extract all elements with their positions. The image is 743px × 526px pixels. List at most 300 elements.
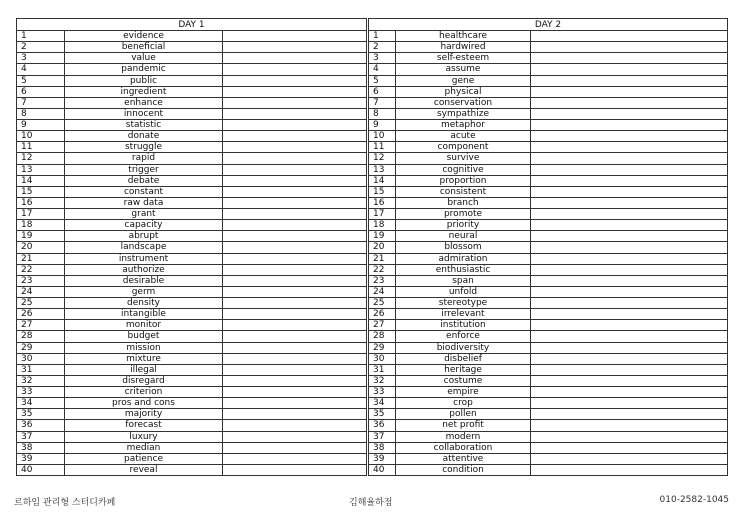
day1-word-number: 9	[17, 120, 65, 131]
day2-word-number: 16	[369, 197, 396, 208]
day1-table-row	[17, 120, 367, 131]
day1-word-number: 16	[17, 197, 65, 208]
day2-word-number: 11	[369, 142, 396, 153]
day1-meaning-blank	[223, 409, 367, 420]
day2-meaning-blank	[531, 242, 728, 253]
day2-table-row	[369, 120, 728, 131]
day2-table-row	[369, 175, 728, 186]
day1-table-row	[17, 86, 367, 97]
day1-table-row	[17, 186, 367, 197]
day2-table-row	[369, 64, 728, 75]
day1-word: abrupt	[65, 231, 223, 242]
day2-word-number: 23	[369, 275, 396, 286]
day2-meaning-blank	[531, 75, 728, 86]
day1-word: debate	[65, 175, 223, 186]
day2-meaning-blank	[531, 153, 728, 164]
day1-word: disregard	[65, 375, 223, 386]
day1-meaning-blank	[223, 164, 367, 175]
day2-title: DAY 2	[369, 19, 728, 31]
day1-word-number: 34	[17, 398, 65, 409]
day2-meaning-blank	[531, 142, 728, 153]
day2-word: empire	[396, 387, 531, 398]
day2-word-number: 31	[369, 364, 396, 375]
day2-word: unfold	[396, 286, 531, 297]
day1-word: germ	[65, 286, 223, 297]
day1-table-row	[17, 164, 367, 175]
day2-meaning-blank	[531, 175, 728, 186]
day1-meaning-blank	[223, 153, 367, 164]
day1-title: DAY 1	[17, 19, 367, 31]
day1-word-number: 31	[17, 364, 65, 375]
day2-word: gene	[396, 75, 531, 86]
day1-table-row	[17, 409, 367, 420]
day1-table-row	[17, 75, 367, 86]
day1-word: evidence	[65, 31, 223, 42]
day2-meaning-blank	[531, 275, 728, 286]
day1-table-row	[17, 309, 367, 320]
day1-word: desirable	[65, 275, 223, 286]
day1-word: pros and cons	[65, 398, 223, 409]
day2-meaning-blank	[531, 353, 728, 364]
day2-meaning-blank	[531, 309, 728, 320]
day2-table-row	[369, 231, 728, 242]
day2-meaning-blank	[531, 442, 728, 453]
day2-word: component	[396, 142, 531, 153]
day1-word: patience	[65, 453, 223, 464]
day1-table-row	[17, 286, 367, 297]
day2-word-number: 15	[369, 186, 396, 197]
day2-table-row	[369, 97, 728, 108]
day1-word: enhance	[65, 97, 223, 108]
day2-word: metaphor	[396, 120, 531, 131]
day2-word-number: 39	[369, 453, 396, 464]
day1-word: reveal	[65, 464, 223, 475]
day1-table-row	[17, 331, 367, 342]
day2-table-row	[369, 197, 728, 208]
day2-word-number: 33	[369, 387, 396, 398]
day2-meaning-blank	[531, 464, 728, 475]
day2-table-row	[369, 142, 728, 153]
day2-word: healthcare	[396, 31, 531, 42]
day2-word-number: 20	[369, 242, 396, 253]
day1-word: intangible	[65, 309, 223, 320]
day1-table-row	[17, 264, 367, 275]
day1-word-number: 32	[17, 375, 65, 386]
day1-word-number: 35	[17, 409, 65, 420]
day1-table-row	[17, 387, 367, 398]
day1-word: illegal	[65, 364, 223, 375]
day1-word-number: 27	[17, 320, 65, 331]
day2-word: pollen	[396, 409, 531, 420]
day1-table-row	[17, 298, 367, 309]
day1-table-row	[17, 420, 367, 431]
day2-word-number: 8	[369, 108, 396, 119]
day1-meaning-blank	[223, 331, 367, 342]
day1-word: mission	[65, 342, 223, 353]
day2-word-number: 30	[369, 353, 396, 364]
day2-word: collaboration	[396, 442, 531, 453]
day1-table-row	[17, 453, 367, 464]
day2-word: neural	[396, 231, 531, 242]
day1-word: constant	[65, 186, 223, 197]
day1-word-number: 7	[17, 97, 65, 108]
day2-table-row	[369, 164, 728, 175]
day1-table-row	[17, 220, 367, 231]
day1-meaning-blank	[223, 108, 367, 119]
day2-word: enthusiastic	[396, 264, 531, 275]
day2-word: consistent	[396, 186, 531, 197]
day2-word: conservation	[396, 97, 531, 108]
day2-word-number: 25	[369, 298, 396, 309]
day2-word: physical	[396, 86, 531, 97]
day2-word-number: 34	[369, 398, 396, 409]
day2-table-row	[369, 242, 728, 253]
day2-word: attentive	[396, 453, 531, 464]
day1-meaning-blank	[223, 231, 367, 242]
day1-meaning-blank	[223, 309, 367, 320]
day1-word-number: 33	[17, 387, 65, 398]
day2-table-row	[369, 131, 728, 142]
day2-meaning-blank	[531, 375, 728, 386]
day2-meaning-blank	[531, 364, 728, 375]
day1-word: grant	[65, 209, 223, 220]
day2-table-row	[369, 331, 728, 342]
day2-word-number: 28	[369, 331, 396, 342]
footer-cafe-name: 르하임 관리형 스터디카페	[14, 498, 116, 508]
day2-word: irrelevant	[396, 309, 531, 320]
day1-table-row	[17, 31, 367, 42]
day2-table-row	[369, 86, 728, 97]
day1-table-row	[17, 353, 367, 364]
day1-meaning-blank	[223, 53, 367, 64]
day2-table-row	[369, 264, 728, 275]
day1-meaning-blank	[223, 320, 367, 331]
day2-meaning-blank	[531, 420, 728, 431]
day1-meaning-blank	[223, 253, 367, 264]
day2-word-number: 24	[369, 286, 396, 297]
day1-table-row	[17, 231, 367, 242]
day1-table-row	[17, 442, 367, 453]
day1-word: majority	[65, 409, 223, 420]
day1-word: capacity	[65, 220, 223, 231]
day2-table-row	[369, 275, 728, 286]
day1-table-row	[17, 108, 367, 119]
day1-word-number: 25	[17, 298, 65, 309]
day2-word-number: 18	[369, 220, 396, 231]
day1-word: authorize	[65, 264, 223, 275]
day1-word: trigger	[65, 164, 223, 175]
day1-table-row	[17, 342, 367, 353]
day2-meaning-blank	[531, 64, 728, 75]
day1-word-number: 39	[17, 453, 65, 464]
day1-word-number: 11	[17, 142, 65, 153]
day1-meaning-blank	[223, 298, 367, 309]
day1-word: median	[65, 442, 223, 453]
day2-rows	[369, 31, 728, 476]
day2-table-row	[369, 31, 728, 42]
day1-word-number: 26	[17, 309, 65, 320]
day1-table-row	[17, 175, 367, 186]
day1-word: statistic	[65, 120, 223, 131]
day2-word-number: 1	[369, 31, 396, 42]
day1-word: forecast	[65, 420, 223, 431]
day1-meaning-blank	[223, 387, 367, 398]
day1-table-row	[17, 398, 367, 409]
day1-word: public	[65, 75, 223, 86]
day1-word: donate	[65, 131, 223, 142]
day2-meaning-blank	[531, 120, 728, 131]
day2-word: span	[396, 275, 531, 286]
day2-word-number: 12	[369, 153, 396, 164]
day2-word: acute	[396, 131, 531, 142]
day1-word-number: 5	[17, 75, 65, 86]
day2-meaning-blank	[531, 108, 728, 119]
day1-word-number: 8	[17, 108, 65, 119]
day1-word: density	[65, 298, 223, 309]
day2-meaning-blank	[531, 42, 728, 53]
day1-word-number: 29	[17, 342, 65, 353]
day1-meaning-blank	[223, 120, 367, 131]
day1-meaning-blank	[223, 197, 367, 208]
day2-meaning-blank	[531, 398, 728, 409]
day1-meaning-blank	[223, 442, 367, 453]
day2-table-row	[369, 409, 728, 420]
day1-word-number: 13	[17, 164, 65, 175]
day1-table-row	[17, 42, 367, 53]
day2-word: hardwired	[396, 42, 531, 53]
day2-word: admiration	[396, 253, 531, 264]
day2-table-row	[369, 286, 728, 297]
day1-word-number: 18	[17, 220, 65, 231]
day2-meaning-blank	[531, 342, 728, 353]
day1-word-number: 37	[17, 431, 65, 442]
day2-word-number: 36	[369, 420, 396, 431]
day2-meaning-blank	[531, 164, 728, 175]
day2-table-row	[369, 298, 728, 309]
day2-meaning-blank	[531, 131, 728, 142]
day1-word: rapid	[65, 153, 223, 164]
day2-word-number: 27	[369, 320, 396, 331]
day1-word: innocent	[65, 108, 223, 119]
day1-word-number: 36	[17, 420, 65, 431]
day2-word-number: 5	[369, 75, 396, 86]
day1-meaning-blank	[223, 175, 367, 186]
day2-table-row	[369, 387, 728, 398]
day2-table-row	[369, 75, 728, 86]
day2-word: stereotype	[396, 298, 531, 309]
day1-word-number: 2	[17, 42, 65, 53]
day1-table-row	[17, 53, 367, 64]
day2-meaning-blank	[531, 186, 728, 197]
day2-word: institution	[396, 320, 531, 331]
day1-table-row	[17, 142, 367, 153]
day1-meaning-blank	[223, 131, 367, 142]
day1-word: monitor	[65, 320, 223, 331]
day1-word: instrument	[65, 253, 223, 264]
day1-word-number: 19	[17, 231, 65, 242]
day1-word-number: 14	[17, 175, 65, 186]
day2-word-number: 6	[369, 86, 396, 97]
day2-meaning-blank	[531, 409, 728, 420]
day1-meaning-blank	[223, 342, 367, 353]
day1-meaning-blank	[223, 398, 367, 409]
day2-word-number: 14	[369, 175, 396, 186]
day2-meaning-blank	[531, 320, 728, 331]
day2-word-number: 38	[369, 442, 396, 453]
day2-word-number: 32	[369, 375, 396, 386]
day1-word-number: 40	[17, 464, 65, 475]
day2-word-number: 29	[369, 342, 396, 353]
day2-table-row	[369, 464, 728, 475]
day1-table-row	[17, 275, 367, 286]
day2-table-row	[369, 186, 728, 197]
day1-word-number: 21	[17, 253, 65, 264]
day1-header-row	[17, 19, 367, 31]
day2-table-row	[369, 220, 728, 231]
day2-word-number: 2	[369, 42, 396, 53]
day1-meaning-blank	[223, 420, 367, 431]
day2-word: cognitive	[396, 164, 531, 175]
day1-meaning-blank	[223, 375, 367, 386]
day2-meaning-blank	[531, 387, 728, 398]
day1-meaning-blank	[223, 242, 367, 253]
day2-table-row	[369, 53, 728, 64]
day2-word-number: 13	[369, 164, 396, 175]
day1-meaning-blank	[223, 97, 367, 108]
day1-word: luxury	[65, 431, 223, 442]
day1-meaning-blank	[223, 220, 367, 231]
day1-word-number: 3	[17, 53, 65, 64]
day2-table-row	[369, 253, 728, 264]
day2-table-row	[369, 320, 728, 331]
day1-table-row	[17, 197, 367, 208]
day2-header-row	[369, 19, 728, 31]
day1-meaning-blank	[223, 264, 367, 275]
day2-table-row	[369, 42, 728, 53]
day2-word: enforce	[396, 331, 531, 342]
day1-word-number: 24	[17, 286, 65, 297]
day2-meaning-blank	[531, 86, 728, 97]
day2-table-row	[369, 364, 728, 375]
day2-vocab-table	[368, 18, 728, 476]
day2-meaning-blank	[531, 453, 728, 464]
day2-meaning-blank	[531, 264, 728, 275]
day1-word-number: 12	[17, 153, 65, 164]
day1-word-number: 4	[17, 64, 65, 75]
day2-table-row	[369, 442, 728, 453]
day2-word: crop	[396, 398, 531, 409]
day2-table-row	[369, 153, 728, 164]
day2-meaning-blank	[531, 331, 728, 342]
day2-word: modern	[396, 431, 531, 442]
footer-phone-number: 010-2582-1045	[659, 495, 729, 505]
day2-word-number: 22	[369, 264, 396, 275]
day2-word-number: 9	[369, 120, 396, 131]
day2-meaning-blank	[531, 298, 728, 309]
day1-meaning-blank	[223, 42, 367, 53]
day2-table-row	[369, 375, 728, 386]
day2-table-row	[369, 209, 728, 220]
day1-meaning-blank	[223, 75, 367, 86]
day2-word: net profit	[396, 420, 531, 431]
day1-word: value	[65, 53, 223, 64]
day2-word-number: 7	[369, 97, 396, 108]
day1-word-number: 15	[17, 186, 65, 197]
day1-meaning-blank	[223, 31, 367, 42]
day2-meaning-blank	[531, 431, 728, 442]
day1-meaning-blank	[223, 86, 367, 97]
day1-word: pandemic	[65, 64, 223, 75]
day2-meaning-blank	[531, 97, 728, 108]
day2-meaning-blank	[531, 220, 728, 231]
day1-table-row	[17, 242, 367, 253]
day1-meaning-blank	[223, 64, 367, 75]
day1-word-number: 38	[17, 442, 65, 453]
day2-word-number: 40	[369, 464, 396, 475]
day2-meaning-blank	[531, 231, 728, 242]
day2-word-number: 17	[369, 209, 396, 220]
day1-word-number: 6	[17, 86, 65, 97]
day1-word: ingredient	[65, 86, 223, 97]
day2-word-number: 21	[369, 253, 396, 264]
day1-table-row	[17, 253, 367, 264]
day1-meaning-blank	[223, 275, 367, 286]
day1-meaning-blank	[223, 186, 367, 197]
day2-table-row	[369, 342, 728, 353]
day1-word-number: 30	[17, 353, 65, 364]
day2-meaning-blank	[531, 286, 728, 297]
day1-word: landscape	[65, 242, 223, 253]
day1-rows	[17, 31, 367, 476]
day1-word-number: 23	[17, 275, 65, 286]
day2-table-row	[369, 108, 728, 119]
day2-word-number: 26	[369, 309, 396, 320]
day1-meaning-blank	[223, 431, 367, 442]
day2-word: condition	[396, 464, 531, 475]
footer-branch-name: 김해율하점	[349, 498, 393, 508]
day2-word: branch	[396, 197, 531, 208]
day2-word: biodiversity	[396, 342, 531, 353]
day2-word-number: 35	[369, 409, 396, 420]
day1-word: budget	[65, 331, 223, 342]
day1-table-row	[17, 97, 367, 108]
day2-word: costume	[396, 375, 531, 386]
day2-word: assume	[396, 64, 531, 75]
day2-table-row	[369, 431, 728, 442]
day2-table-row	[369, 420, 728, 431]
day1-word-number: 17	[17, 209, 65, 220]
day1-table-row	[17, 320, 367, 331]
day1-table-row	[17, 464, 367, 475]
day2-table-row	[369, 453, 728, 464]
day2-meaning-blank	[531, 31, 728, 42]
day1-word: beneficial	[65, 42, 223, 53]
day1-word-number: 10	[17, 131, 65, 142]
day2-meaning-blank	[531, 53, 728, 64]
day2-word: survive	[396, 153, 531, 164]
day1-meaning-blank	[223, 286, 367, 297]
day2-table-row	[369, 309, 728, 320]
day1-meaning-blank	[223, 464, 367, 475]
day2-word: disbelief	[396, 353, 531, 364]
day1-table-row	[17, 375, 367, 386]
day1-meaning-blank	[223, 364, 367, 375]
day1-word: criterion	[65, 387, 223, 398]
day1-meaning-blank	[223, 453, 367, 464]
day1-table-row	[17, 64, 367, 75]
day2-word: proportion	[396, 175, 531, 186]
day2-word: priority	[396, 220, 531, 231]
